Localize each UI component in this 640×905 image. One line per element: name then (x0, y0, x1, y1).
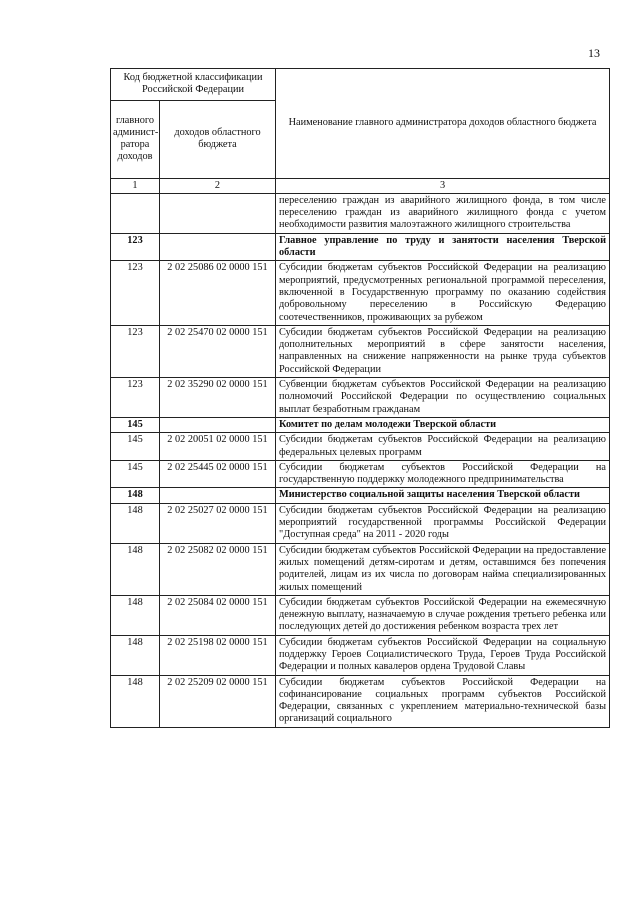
revenue-code-cell: 2 02 20051 02 0000 151 (160, 433, 276, 461)
revenue-code-cell (160, 417, 276, 432)
name-cell: Субсидии бюджетам субъектов Российской Федерации на реализацию мероприятий, предусмотренных региональной программой переселения, включенной в Государственную программу по оказанию содействия добровольному переселению в Российскую Федерацию соотечественников, проживающих за рубежом (276, 261, 610, 325)
admin-code-cell: 148 (111, 635, 160, 675)
name-cell: Комитет по делам молодежи Тверской области (276, 417, 610, 432)
column-number-2: 2 (160, 178, 276, 193)
revenue-code-cell (160, 233, 276, 261)
column-numbers-row (111, 178, 610, 193)
name-cell: Субсидии бюджетам субъектов Российской Федерации на реализацию федеральных целевых программ (276, 433, 610, 461)
admin-code-cell: 148 (111, 595, 160, 635)
table-row (111, 193, 610, 233)
revenue-code-cell: 2 02 25470 02 0000 151 (160, 325, 276, 377)
revenue-code-cell: 2 02 25084 02 0000 151 (160, 595, 276, 635)
name-cell: Субсидии бюджетам субъектов Российской Федерации на реализацию мероприятий государственной программы Российской Федерации "Доступная среда" на 2011 - 2020 годы (276, 503, 610, 543)
revenue-code-cell: 2 02 25198 02 0000 151 (160, 635, 276, 675)
name-cell: Субсидии бюджетам субъектов Российской Федерации на социальную поддержку Героев Социалистического Труда, Героев Труда Российской Федерации и полных кавалеров ордена Трудовой Славы (276, 635, 610, 675)
admin-code-cell: 148 (111, 675, 160, 727)
revenue-code-cell: 2 02 35290 02 0000 151 (160, 378, 276, 418)
admin-code-cell: 148 (111, 488, 160, 503)
name-cell: Субсидии бюджетам субъектов Российской Федерации на реализацию дополнительных мероприятий в сфере занятости населения, направленных на снижение напряженности на рынке труда субъектов Российской Федерации (276, 325, 610, 377)
revenue-administrators-table (110, 68, 610, 728)
admin-code-cell (111, 193, 160, 233)
name-cell: Главное управление по труду и занятости населения Тверской области (276, 233, 610, 261)
table-row (111, 460, 610, 488)
name-cell: Субвенции бюджетам субъектов Российской Федерации на реализацию полномочий Российской Федерации по осуществлению социальных выплат безработным гражданам (276, 378, 610, 418)
admin-code-cell: 148 (111, 503, 160, 543)
table-row (111, 325, 610, 377)
admin-code-cell: 148 (111, 543, 160, 595)
name-cell: переселению граждан из аварийного жилищного фонда, в том числе переселению граждан из аварийного жилищного фонда с учетом необходимости развития малоэтажного жилищного строительства (276, 193, 610, 233)
name-cell: Субсидии бюджетам субъектов Российской Федерации на государственную поддержку молодежного предпринимательства (276, 460, 610, 488)
table-row (111, 261, 610, 325)
table-row (111, 503, 610, 543)
admin-code-cell: 145 (111, 417, 160, 432)
admin-code-cell: 123 (111, 325, 160, 377)
name-column-header: Наименование главного администратора доходов областного бюджета (276, 69, 610, 179)
revenue-code-cell: 2 02 25086 02 0000 151 (160, 261, 276, 325)
admin-code-cell: 123 (111, 261, 160, 325)
revenue-code-cell: 2 02 25445 02 0000 151 (160, 460, 276, 488)
revenue-code-cell: 2 02 25209 02 0000 151 (160, 675, 276, 727)
revenue-code-cell (160, 488, 276, 503)
column-number-1: 1 (111, 178, 160, 193)
table-row (111, 433, 610, 461)
table-body (111, 193, 610, 727)
table-row (111, 675, 610, 727)
code-group-header: Код бюджетной классификации Российской Федерации (111, 69, 276, 101)
table-row (111, 378, 610, 418)
administrator-group-row (111, 233, 610, 261)
revenue-column-header: доходов областного бюджета (160, 100, 276, 178)
table-row (111, 595, 610, 635)
revenue-code-cell (160, 193, 276, 233)
name-cell: Субсидии бюджетам субъектов Российской Федерации на софинансирование социальных программ субъектов Российской Федерации, связанных с укреплением материально-технической базы организаций социального (276, 675, 610, 727)
administrator-group-row (111, 488, 610, 503)
name-cell: Субсидии бюджетам субъектов Российской Федерации на предоставление жилых помещений детям-сиротам и детям, оставшимся без попечения родителей, лицам из их числа по договорам найма специализированных жилых помещений (276, 543, 610, 595)
name-cell: Субсидии бюджетам субъектов Российской Федерации на ежемесячную денежную выплату, назначаемую в случае рождения третьего ребенка или последующих детей до достижения ребенком возраста трех лет (276, 595, 610, 635)
administrator-group-row (111, 417, 610, 432)
admin-code-cell: 145 (111, 433, 160, 461)
table-row (111, 543, 610, 595)
admin-code-cell: 123 (111, 233, 160, 261)
page-number: 13 (588, 46, 600, 60)
admin-code-cell: 145 (111, 460, 160, 488)
admin-code-cell: 123 (111, 378, 160, 418)
name-cell: Министерство социальной защиты населения Тверской области (276, 488, 610, 503)
admin-column-header: главного админист-ратора доходов (111, 100, 160, 178)
revenue-code-cell: 2 02 25082 02 0000 151 (160, 543, 276, 595)
table-row (111, 635, 610, 675)
column-number-3: 3 (276, 178, 610, 193)
header-row-top (111, 69, 610, 101)
revenue-code-cell: 2 02 25027 02 0000 151 (160, 503, 276, 543)
